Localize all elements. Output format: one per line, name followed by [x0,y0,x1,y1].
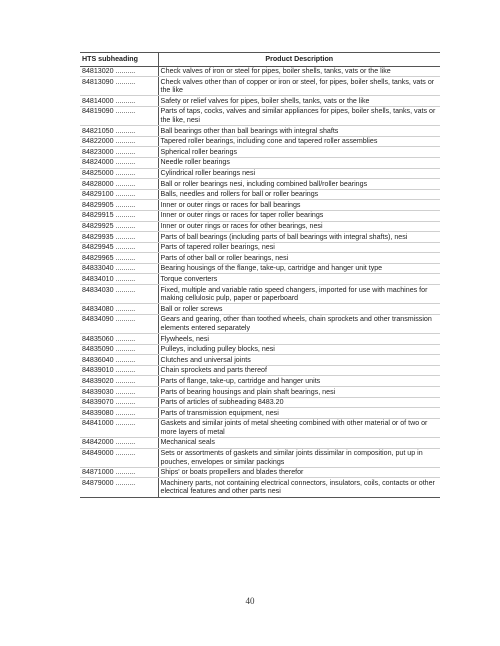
hts-code-cell: 84813090 .......... [80,77,158,96]
table-row [80,448,440,467]
product-description-cell: Safety or relief valves for pipes, boiler shells, tanks, vats or the like [158,96,440,107]
hts-code-cell: 84829925 .......... [80,221,158,232]
table-row [80,397,440,408]
table-row [80,437,440,448]
product-description-cell: Check valves of iron or steel for pipes, boiler shells, tanks, vats or the like [158,66,440,77]
table-row [80,66,440,77]
table-row [80,242,440,253]
product-description-cell: Balls, needles and rollers for ball or roller bearings [158,189,440,200]
hts-code-cell: 84871000 .......... [80,467,158,478]
hts-code-cell: 84839080 .......... [80,408,158,419]
table-row [80,200,440,211]
hts-code-cell: 84829945 .......... [80,242,158,253]
product-description-cell: Ships' or boats propellers and blades therefor [158,467,440,478]
hts-code-cell: 84823000 .......... [80,147,158,158]
hts-code-cell: 84829965 .......... [80,253,158,264]
table-header-row [80,53,440,67]
product-description-cell: Parts of ball bearings (including parts of ball bearings with integral shafts), nesi [158,232,440,243]
product-description-cell: Needle roller bearings [158,157,440,168]
hts-code-cell: 84839070 .......... [80,397,158,408]
hts-code-cell: 84834090 .......... [80,314,158,333]
table-row [80,418,440,437]
hts-code-cell: 84829915 .......... [80,210,158,221]
product-description-cell: Pulleys, including pulley blocks, nesi [158,344,440,355]
table-row [80,106,440,125]
table-row [80,253,440,264]
hts-code-cell: 84824000 .......... [80,157,158,168]
hts-code-cell: 84835090 .......... [80,344,158,355]
table-row [80,147,440,158]
hts-code-cell: 84814000 .......... [80,96,158,107]
table-row [80,274,440,285]
hts-code-cell: 84833040 .......... [80,263,158,274]
table-row [80,387,440,398]
hts-code-cell: 84819090 .......... [80,106,158,125]
product-description-cell: Ball bearings other than ball bearings with integral shafts [158,126,440,137]
hts-code-cell: 84821050 .......... [80,126,158,137]
table-row [80,263,440,274]
table-row [80,285,440,304]
product-description-cell: Parts of other ball or roller bearings, nesi [158,253,440,264]
table-row [80,467,440,478]
product-description-cell: Inner or outer rings or races for taper roller bearings [158,210,440,221]
product-description-cell: Fixed, multiple and variable ratio speed changers, imported for use with machines for making cellulosic pulp, paper or paperboard [158,285,440,304]
table-row [80,376,440,387]
table-row [80,365,440,376]
table-row [80,210,440,221]
hts-code-cell: 84836040 .......... [80,355,158,366]
hts-code-cell: 84849000 .......... [80,448,158,467]
hts-code-cell: 84828000 .......... [80,179,158,190]
table-row [80,136,440,147]
hts-code-cell: 84834030 .......... [80,285,158,304]
hts-code-cell: 84825000 .......... [80,168,158,179]
hts-code-cell: 84813020 .......... [80,66,158,77]
table-row [80,221,440,232]
hts-code-cell: 84839030 .......... [80,387,158,398]
hts-code-cell: 84834080 .......... [80,304,158,315]
table-row [80,304,440,315]
hts-code-cell: 84839010 .......... [80,365,158,376]
table-row [80,355,440,366]
hts-code-cell: 84879000 .......... [80,478,158,497]
table-row [80,232,440,243]
product-description-cell: Check valves other than of copper or iron or steel, for pipes, boiler shells, tanks, vats or the like [158,77,440,96]
hts-code-cell: 84829100 .......... [80,189,158,200]
product-description-cell: Mechanical seals [158,437,440,448]
table-row [80,478,440,497]
table-row [80,168,440,179]
product-description-cell: Parts of articles of subheading 8483.20 [158,397,440,408]
product-description-cell: Torque converters [158,274,440,285]
product-description-cell: Parts of bearing housings and plain shaft bearings, nesi [158,387,440,398]
hts-code-cell: 84841000 .......... [80,418,158,437]
header-product-description: Product Description [158,53,440,67]
hts-code-cell: 84829905 .......... [80,200,158,211]
table-row [80,126,440,137]
table-body [80,66,440,497]
product-description-cell: Machinery parts, not containing electrical connectors, insulators, coils, contacts or other electrical features and other parts nesi [158,478,440,497]
table-row [80,334,440,345]
hts-code-cell: 84829935 .......... [80,232,158,243]
hts-code-cell: 84839020 .......... [80,376,158,387]
table-row [80,179,440,190]
product-description-cell: Gears and gearing, other than toothed wheels, chain sprockets and other transmission elements entered separately [158,314,440,333]
product-description-cell: Parts of transmission equipment, nesi [158,408,440,419]
table-row [80,344,440,355]
product-description-cell: Cylindrical roller bearings nesi [158,168,440,179]
table-row [80,77,440,96]
product-description-cell: Inner or outer rings or races for other bearings, nesi [158,221,440,232]
product-description-cell: Sets or assortments of gaskets and similar joints dissimilar in composition, put up in pouches, envelopes or similar packings [158,448,440,467]
table-row [80,96,440,107]
hts-code-cell: 84835060 .......... [80,334,158,345]
table-row [80,189,440,200]
product-description-cell: Chain sprockets and parts thereof [158,365,440,376]
product-description-cell: Flywheels, nesi [158,334,440,345]
hts-code-cell: 84834010 .......... [80,274,158,285]
product-description-cell: Spherical roller bearings [158,147,440,158]
table-row [80,314,440,333]
product-description-cell: Parts of taps, cocks, valves and similar appliances for pipes, boiler shells, tanks, vats or the like, nesi [158,106,440,125]
product-description-cell: Bearing housings of the flange, take-up, cartridge and hanger unit type [158,263,440,274]
product-description-cell: Tapered roller bearings, including cone and tapered roller assemblies [158,136,440,147]
table-row [80,408,440,419]
product-description-cell: Inner or outer rings or races for ball bearings [158,200,440,211]
header-hts-subheading: HTS subheading [80,53,158,67]
product-description-cell: Gaskets and similar joints of metal sheeting combined with other material or of two or more layers of metal [158,418,440,437]
hts-code-cell: 84842000 .......... [80,437,158,448]
table-row [80,157,440,168]
hts-table [80,52,440,498]
product-description-cell: Parts of flange, take-up, cartridge and hanger units [158,376,440,387]
product-description-cell: Ball or roller bearings nesi, including combined ball/roller bearings [158,179,440,190]
product-description-cell: Parts of tapered roller bearings, nesi [158,242,440,253]
product-description-cell: Clutches and universal joints [158,355,440,366]
hts-code-cell: 84822000 .......... [80,136,158,147]
product-description-cell: Ball or roller screws [158,304,440,315]
page-number: 40 [245,596,255,606]
